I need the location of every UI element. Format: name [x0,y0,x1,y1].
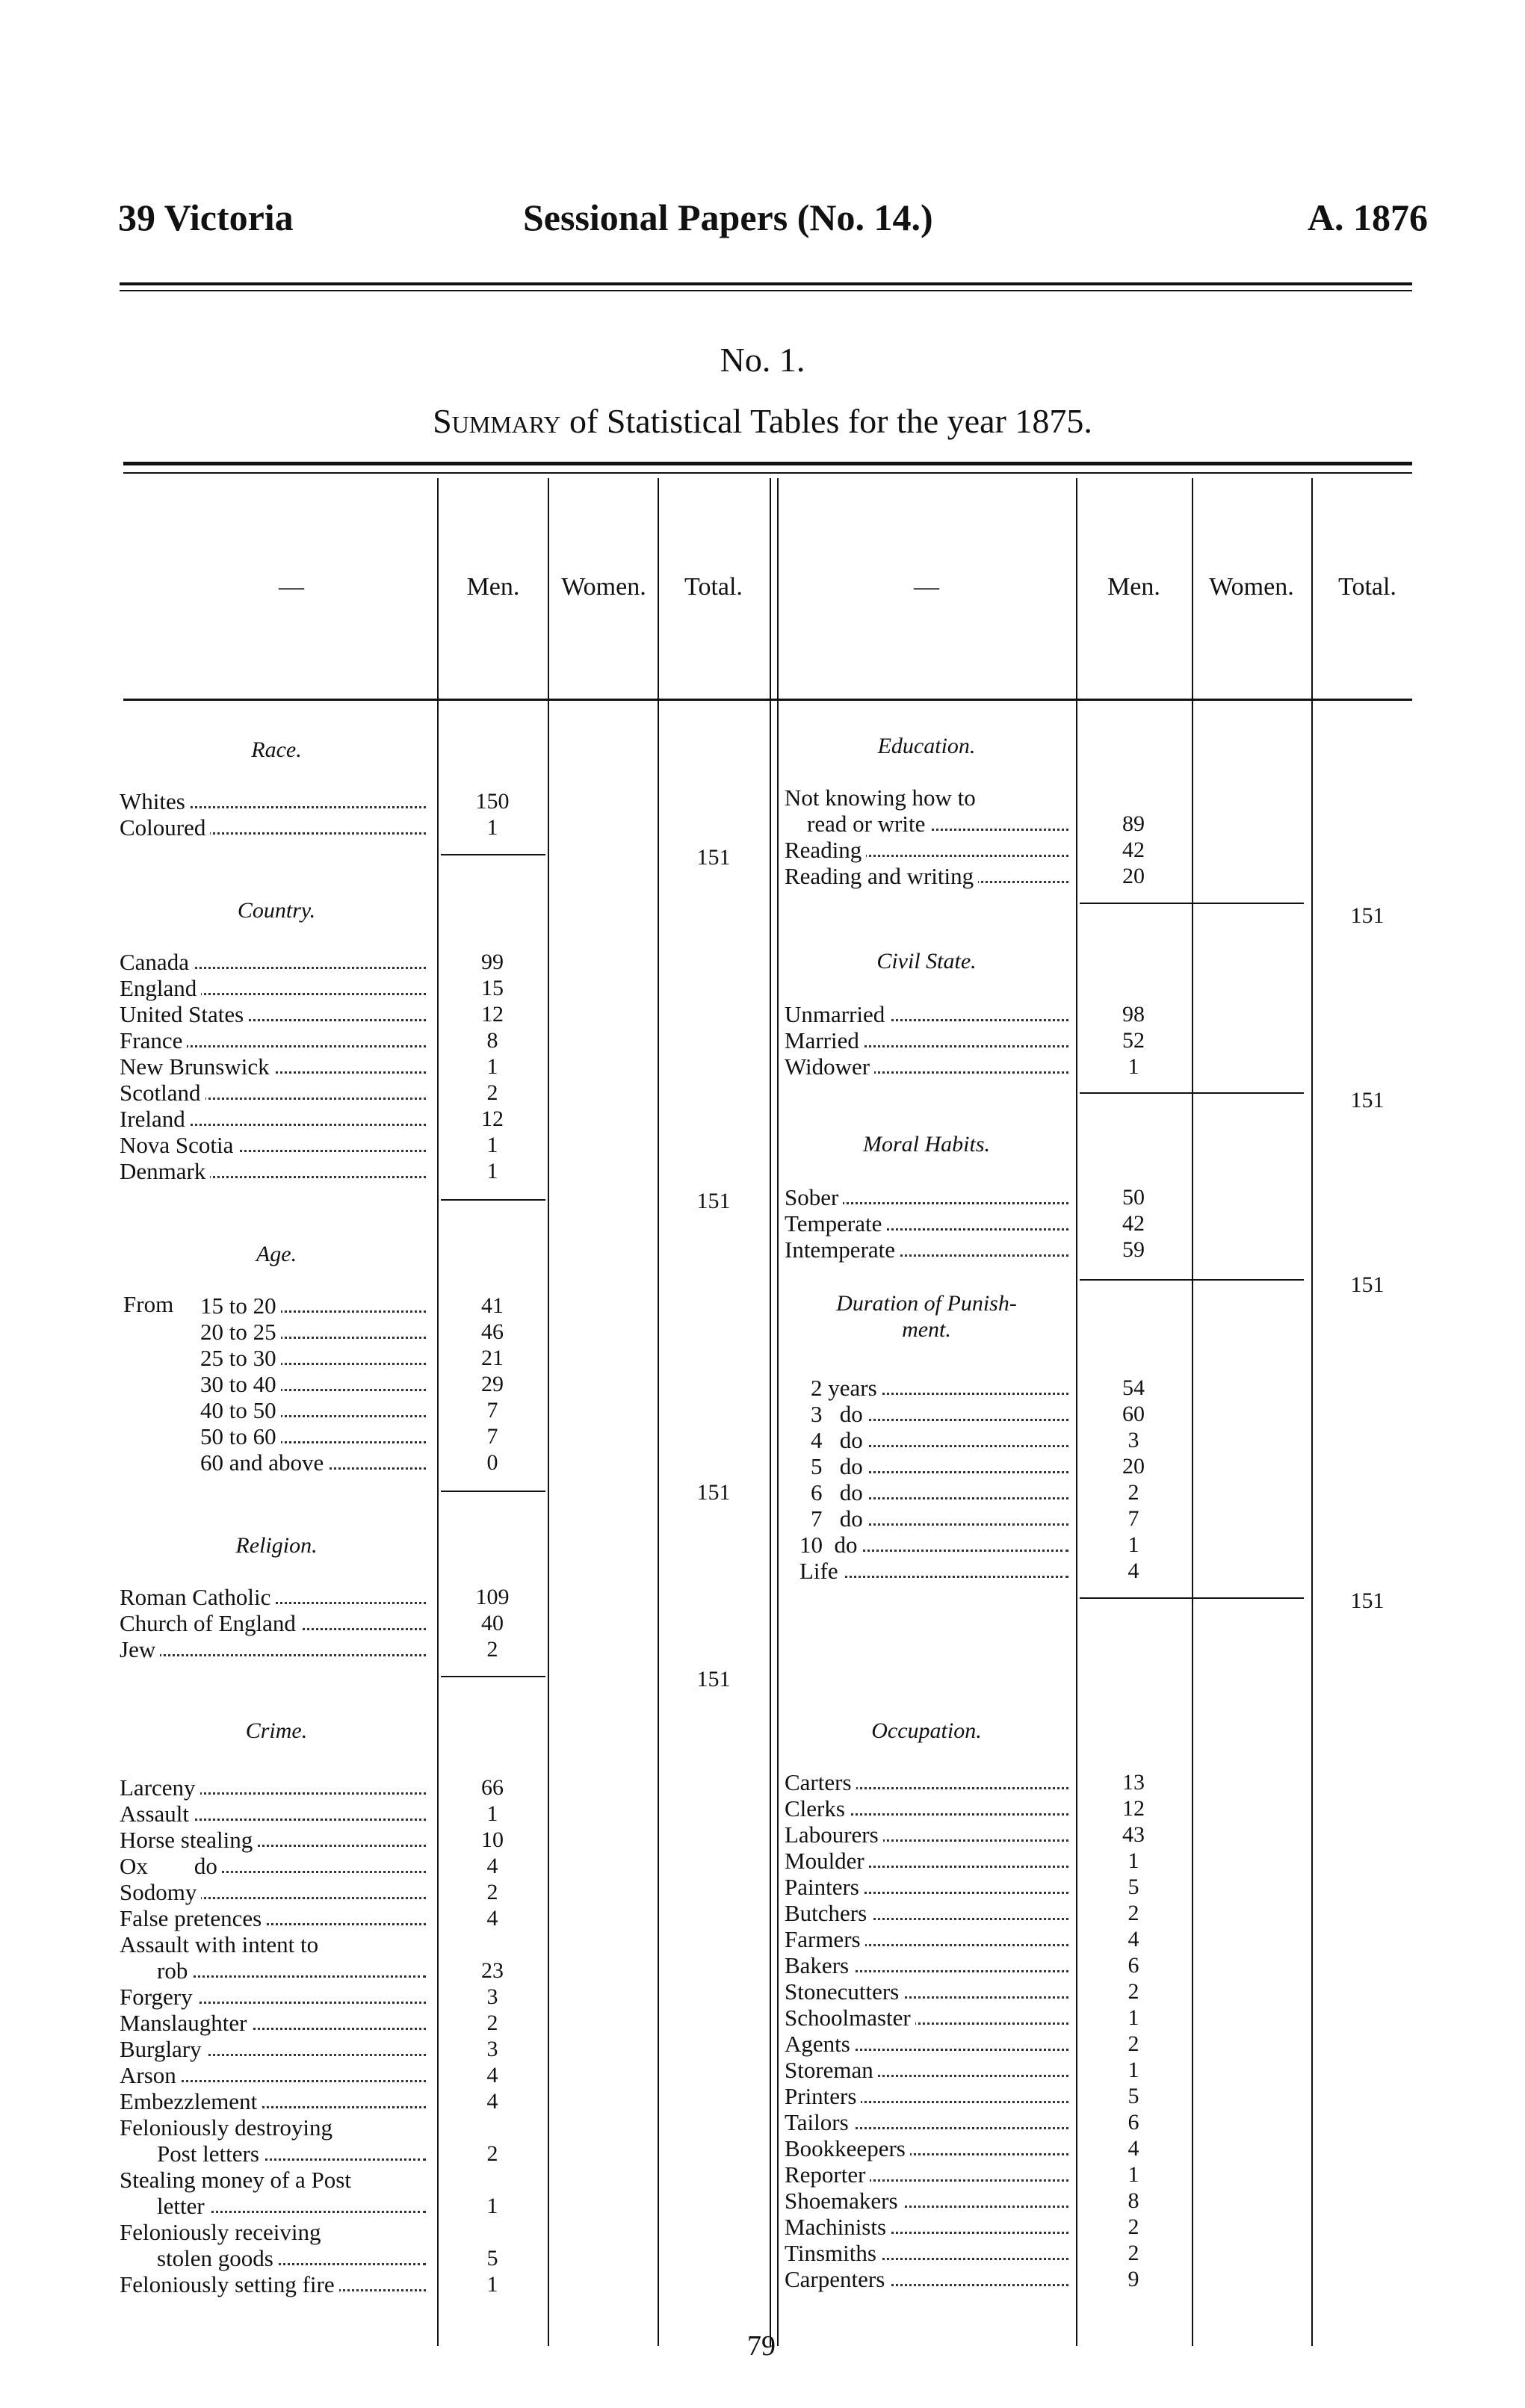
list-item: Forgery [120,1984,426,2010]
men-value: 4 [486,1854,498,1878]
section-education: Education. [877,734,976,758]
men-value: 1 [486,815,498,840]
men-value: 59 [1122,1237,1145,1262]
list-item: Unmarried [785,1001,1068,1027]
men-value: 4 [486,2063,498,2087]
list-item: Manslaughter [120,2010,426,2036]
men-value: 7 [486,1398,498,1423]
men-value: 2 [1127,1901,1139,1925]
list-item: 20 to 25 [200,1319,426,1345]
list-item: Burglary [120,2036,426,2062]
list-item: Tinsmiths [785,2240,1068,2266]
rule-women-left [548,478,549,2346]
men-value: 4 [1127,1927,1139,1952]
list-item: 50 to 60 [200,1423,426,1449]
header-center: Sessional Papers (No. 14.) [523,196,933,238]
col-total-left: Total. [684,573,743,601]
col-men-left: Men. [466,573,520,601]
list-item: France [120,1027,426,1053]
list-item: 7 do [811,1505,1068,1532]
subtotal-rule [441,1199,545,1201]
list-item: Whites [120,788,426,814]
total-value: 151 [696,1480,731,1505]
section-civil-state: Civil State. [876,949,977,974]
list-item: Tailors [785,2109,1068,2135]
list-item: Ireland [120,1106,426,1132]
list-item: United States [120,1001,426,1027]
men-value: 41 [481,1293,504,1318]
total-value: 151 [1350,1088,1385,1112]
men-value: 40 [481,1611,504,1635]
list-item: Post letters [157,2141,426,2167]
men-value: 5 [1127,1875,1139,1899]
list-item: Butchers [785,1900,1068,1926]
section-moral-habits: Moral Habits. [862,1132,990,1157]
men-value: 9 [1127,2267,1139,2291]
title-rule [123,462,1412,465]
list-item: False pretences [120,1905,426,1931]
list-item: 6 do [811,1479,1068,1505]
list-item: Life [799,1558,1068,1584]
men-value: 12 [481,1106,504,1131]
age-from-label: From [123,1291,174,1317]
total-value: 151 [1350,1588,1385,1613]
list-item: Intemperate [785,1237,1068,1263]
section-duration-heading-cont: ment. [902,1317,951,1342]
men-value: 109 [475,1585,510,1609]
men-value: 2 [1127,2214,1139,2239]
header-left: 39 Victoria [118,196,294,238]
col-total-right: Total. [1338,573,1396,601]
men-value: 5 [486,2246,498,2271]
men-value: 60 [1122,1402,1145,1426]
men-value: 50 [1122,1185,1145,1210]
subtotal-rule [1080,1092,1304,1094]
men-value: 2 [1127,1480,1139,1505]
list-item: stolen goods [157,2245,426,2271]
page-number: 79 [747,2330,776,2362]
men-value: 29 [481,1372,504,1396]
men-value: 7 [1127,1506,1139,1531]
rule-men-left [437,478,439,2346]
men-value: 54 [1122,1375,1145,1400]
list-item: Assault with intent to [120,1931,319,1957]
list-item: Moulder [785,1848,1068,1874]
men-value: 6 [1127,1953,1139,1978]
men-value: 1 [1127,1054,1139,1079]
men-value: 2 [486,1637,498,1662]
men-value: 20 [1122,864,1145,888]
list-item: Ox do [120,1853,426,1879]
list-item: Jew [120,1636,426,1662]
section-country: Country. [237,898,316,923]
list-item: Temperate [785,1210,1068,1237]
list-item: Arson [120,2062,426,2088]
men-value: 99 [481,950,504,974]
men-value: 42 [1122,838,1145,862]
rule-divider-b [777,478,779,2346]
men-value: 10 [481,1827,504,1852]
total-value: 151 [1350,903,1385,928]
subtotal-rule [441,854,545,855]
total-value: 151 [696,845,731,870]
men-value: 2 [1127,1979,1139,2004]
list-item: Not knowing how to [785,784,976,811]
men-value: 150 [475,789,510,814]
section-crime: Crime. [245,1718,308,1743]
list-item: Reading [785,837,1068,863]
men-value: 1 [486,1801,498,1826]
list-item: Shoemakers [785,2188,1068,2214]
men-value: 4 [1127,1559,1139,1583]
list-item: Painters [785,1874,1068,1900]
men-value: 7 [486,1424,498,1449]
men-value: 1 [1127,2005,1139,2030]
men-value: 1 [1127,1532,1139,1557]
rule-total-left [658,478,659,2346]
men-value: 12 [481,1002,504,1027]
men-value: 20 [1122,1454,1145,1479]
title-summary-word: Summary [433,402,561,440]
men-value: 2 [1127,2031,1139,2056]
list-item: Feloniously receiving [120,2219,321,2245]
subtotal-rule [1080,1279,1304,1281]
rule-divider-a [770,478,771,2346]
list-item: Horse stealing [120,1827,426,1853]
list-item: Feloniously destroying [120,2114,333,2141]
list-item: Embezzlement [120,2088,426,2114]
list-item: Nova Scotia [120,1132,426,1158]
list-item: Larceny [120,1774,426,1801]
section-age: Age. [256,1242,297,1266]
men-value: 2 [486,2011,498,2035]
subtotal-rule [1080,903,1304,904]
list-item: Carpenters [785,2266,1068,2292]
men-value: 43 [1122,1822,1145,1847]
col-women-left: Women. [561,573,646,601]
men-value: 6 [1127,2110,1139,2135]
rule-men-right [1076,478,1077,2346]
men-value: 2 [486,1080,498,1105]
men-value: 15 [481,976,504,1000]
list-item: 4 do [811,1427,1068,1453]
rule-total-right [1311,478,1313,2346]
list-item: Sodomy [120,1879,426,1905]
men-value: 1 [1127,1848,1139,1873]
men-value: 52 [1122,1028,1145,1053]
total-value: 151 [696,1667,731,1692]
men-value: 21 [481,1346,504,1370]
men-value: 23 [481,1958,504,1983]
list-item: Scotland [120,1080,426,1106]
section-race: Race. [251,737,302,762]
list-item: Bookkeepers [785,2135,1068,2161]
list-item: Storeman [785,2057,1068,2083]
list-item: Labourers [785,1822,1068,1848]
men-value: 89 [1122,811,1145,836]
col-dash-left: — [279,573,304,601]
men-value: 42 [1122,1211,1145,1236]
men-value: 2 [486,1880,498,1904]
section-occupation: Occupation. [871,1718,982,1743]
list-item: Clerks [785,1795,1068,1822]
list-item: Roman Catholic [120,1584,426,1610]
rule-women-right [1192,478,1193,2346]
list-item: Sober [785,1184,1068,1210]
men-value: 8 [486,1028,498,1053]
list-item: Assault [120,1801,426,1827]
men-value: 66 [481,1775,504,1800]
title-rule-thin [123,472,1412,474]
men-value: 98 [1122,1002,1145,1027]
list-item: Printers [785,2083,1068,2109]
list-item: 15 to 20 [200,1293,426,1319]
list-item: Farmers [785,1926,1068,1952]
col-women-right: Women. [1209,573,1294,601]
list-item: Reporter [785,2161,1068,2188]
men-value: 3 [486,2037,498,2061]
list-item: 30 to 40 [200,1371,426,1397]
table-title [0,401,1525,441]
men-value: 2 [486,2141,498,2166]
column-header-rule [123,699,1412,701]
men-value: 5 [1127,2084,1139,2108]
total-value: 151 [1350,1272,1385,1297]
men-value: 1 [486,1133,498,1157]
list-item: Machinists [785,2214,1068,2240]
section-duration-heading: Duration of Punish- [836,1291,1017,1316]
list-item: 25 to 30 [200,1345,426,1371]
col-dash-right: — [914,573,939,601]
men-value: 13 [1122,1770,1145,1795]
men-value: 4 [1127,2136,1139,2161]
subtotal-rule [441,1491,545,1492]
list-item: Agents [785,2031,1068,2057]
list-item: Bakers [785,1952,1068,1978]
header-right: A. 1876 [1307,196,1428,238]
men-value: 1 [486,1159,498,1183]
list-item: Carters [785,1769,1068,1795]
men-value: 3 [486,1984,498,2009]
men-value: 4 [486,2089,498,2114]
men-value: 1 [486,2194,498,2218]
list-item: 60 and above [200,1449,426,1476]
men-value: 3 [1127,1428,1139,1452]
section-religion: Religion. [235,1533,318,1558]
list-item: New Brunswick [120,1053,426,1080]
list-item: Married [785,1027,1068,1053]
men-value: 46 [481,1319,504,1344]
list-item: 2 years [811,1375,1068,1401]
col-men-right: Men. [1107,573,1160,601]
subtotal-rule [441,1676,545,1677]
men-value: 1 [1127,2162,1139,2187]
subtotal-rule [1080,1597,1304,1599]
list-item: Canada [120,949,426,975]
list-item: 40 to 50 [200,1397,426,1423]
list-item: Reading and writing [785,863,1068,889]
list-item: Feloniously setting fire [120,2271,426,2297]
men-value: 0 [486,1450,498,1475]
men-value: 2 [1127,2241,1139,2265]
title-summary-rest: of Statistical Tables for the year 1875. [569,402,1092,440]
total-value: 151 [696,1189,731,1213]
list-item: rob [157,1957,426,1984]
list-item: 5 do [811,1453,1068,1479]
men-value: 1 [486,1054,498,1079]
list-item: Denmark [120,1158,426,1184]
table-number: No. 1. [720,341,805,379]
list-item: Schoolmaster [785,2005,1068,2031]
list-item: England [120,975,426,1001]
header-rule-thin [120,290,1412,291]
list-item: Church of England [120,1610,426,1636]
list-item: 10 do [799,1532,1068,1558]
men-value: 12 [1122,1796,1145,1821]
men-value: 8 [1127,2188,1139,2213]
header-rule [120,282,1412,285]
list-item: Stealing money of a Post [120,2167,351,2193]
men-value: 1 [486,2272,498,2297]
men-value: 1 [1127,2058,1139,2082]
list-item: Stonecutters [785,1978,1068,2005]
men-value: 4 [486,1906,498,1931]
list-item: Coloured [120,814,426,841]
list-item: Widower [785,1053,1068,1080]
list-item: 3 do [811,1401,1068,1427]
list-item: letter [157,2193,426,2219]
list-item: read or write [807,811,1068,837]
